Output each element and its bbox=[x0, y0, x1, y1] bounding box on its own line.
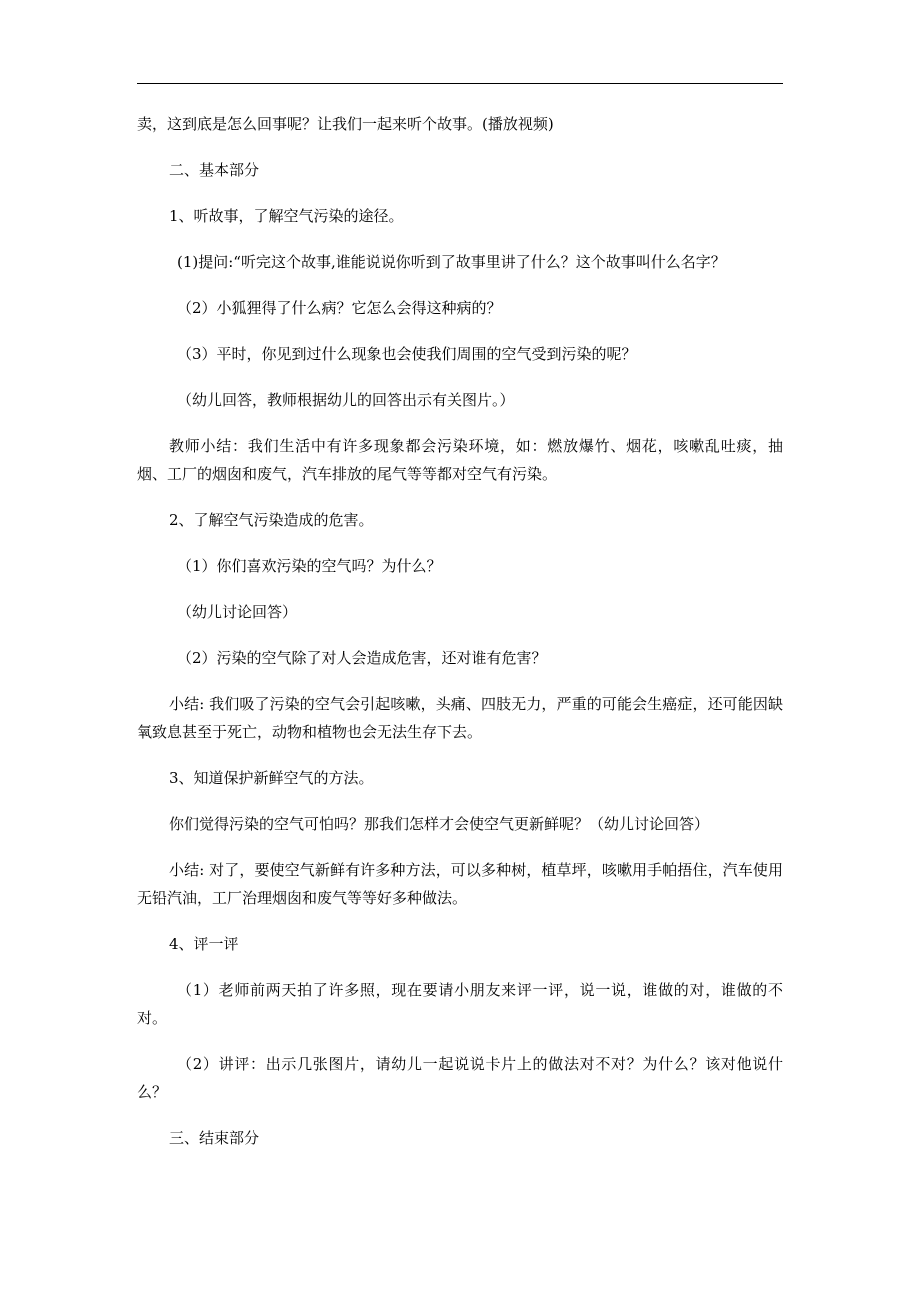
subheading-listen-story: 1、听故事，了解空气污染的途径。 bbox=[169, 207, 404, 225]
children-answer-note: （幼儿回答，教师根据幼儿的回答出示有关图片。） bbox=[177, 391, 515, 409]
teacher-summary: 教师小结：我们生活中有许多现象都会污染环境，如：燃放爆竹、烟花，咳嗽乱吐痰，抽烟、工厂的烟囱和废气，汽车排放的尾气等等都对空气有污染。 bbox=[137, 437, 783, 483]
protect-summary: 小结: 对了，要使空气新鲜有许多种方法，可以多种树，植草坪，咳嗽用手帕捂住，汽车使用无铅汽油，工厂治理烟囱和废气等等好多种做法。 bbox=[137, 861, 783, 907]
question-2: （2）小狐狸得了什么病？它怎么会得这种病的？ bbox=[177, 299, 502, 317]
document-body bbox=[137, 110, 783, 1170]
question-1: (1)提问:“听完这个故事,谁能说说你听到了故事里讲了什么？这个故事叫什么名字？ bbox=[177, 253, 726, 271]
children-discussion-note: （幼儿讨论回答） bbox=[177, 603, 298, 621]
evaluate-item-2: （2）讲评：出示几张图片，请幼儿一起说说卡片上的做法对不对？为什么？该对他说什么？ bbox=[137, 1055, 783, 1101]
protect-question: 你们觉得污染的空气可怕吗？那我们怎样才会使空气更新鲜呢？（幼儿讨论回答） bbox=[169, 815, 710, 833]
section-heading-end: 三、结束部分 bbox=[169, 1129, 260, 1147]
evaluate-item-1: （1）老师前两天拍了许多照，现在要请小朋友来评一评，说一说，谁做的对，谁做的不对。 bbox=[137, 981, 783, 1027]
harm-question-2: （2）污染的空气除了对人会造成危害，还对谁有危害？ bbox=[177, 649, 547, 667]
header-rule bbox=[137, 83, 783, 84]
harm-summary: 小结: 我们吸了污染的空气会引起咳嗽，头痛、四肢无力，严重的可能会生癌症，还可能因缺氧致息甚至于死亡，动物和植物也会无法生存下去。 bbox=[137, 695, 783, 741]
harm-question-1: （1）你们喜欢污染的空气吗？为什么？ bbox=[177, 557, 442, 575]
section-heading-basic: 二、基本部分 bbox=[169, 161, 260, 179]
subheading-evaluate: 4、评一评 bbox=[169, 935, 239, 953]
subheading-protect: 3、知道保护新鲜空气的方法。 bbox=[169, 769, 374, 787]
subheading-harm: 2、了解空气污染造成的危害。 bbox=[169, 511, 374, 529]
question-3: （3）平时，你见到过什么现象也会使我们周围的空气受到污染的呢？ bbox=[177, 345, 637, 363]
paragraph-continued-intro: 卖，这到底是怎么回事呢？让我们一起来听个故事。(播放视频) bbox=[137, 115, 554, 133]
